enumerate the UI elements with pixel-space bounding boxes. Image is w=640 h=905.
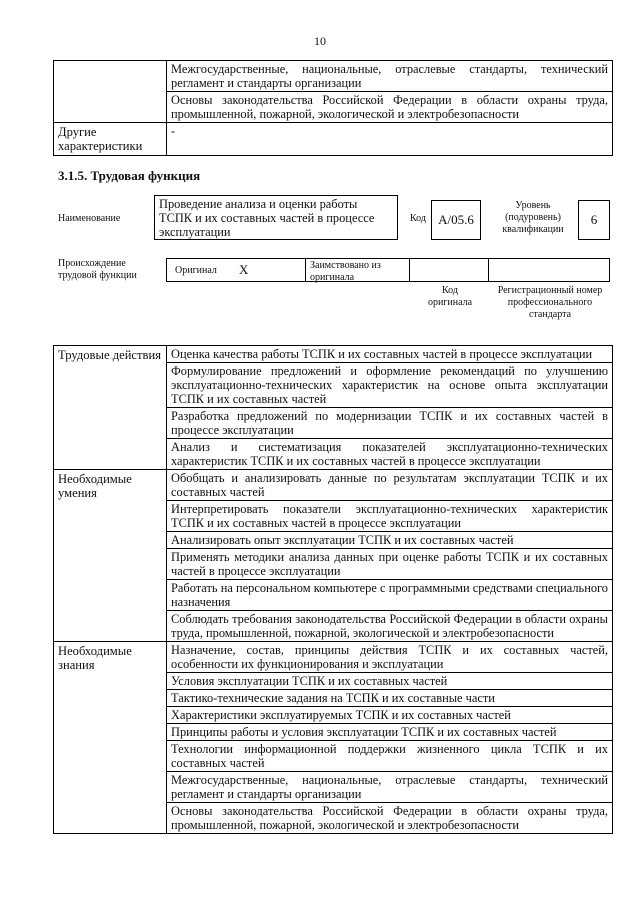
group-label: Необходимые знания	[54, 642, 167, 834]
table-cell: Основы законодательства Российской Федерации в области охраны труда, промышленной, пожарной, экологической и электробезопасности	[167, 803, 613, 834]
level-box	[578, 200, 610, 240]
original-cell	[166, 258, 306, 282]
original-label: Оригинал	[175, 265, 217, 276]
table-cell: Характеристики эксплуатируемых ТСПК и их составных частей	[167, 707, 613, 724]
reg-number-caption: Регистрационный номер профессионального стандарта	[497, 285, 603, 320]
main-table	[53, 345, 613, 834]
code-box	[431, 200, 481, 240]
top-table	[53, 60, 613, 156]
table-cell: Анализ и систематизация показателей эксплуатационно-технических характеристик ТСПК и их составных частей в процессе эксплуатации	[167, 439, 613, 470]
table-cell: Межгосударственные, национальные, отраслевые стандарты, технический регламент и стандарты организации	[167, 772, 613, 803]
level-value: 6	[590, 212, 598, 227]
table-cell: Разработка предложений по модернизации ТСПК и их составных частей в процессе эксплуатации	[167, 408, 613, 439]
section-title: 3.1.5. Трудовая функция	[58, 168, 201, 183]
origin-code-caption: Код оригинала	[427, 285, 473, 308]
function-name: Проведение анализа и оценки работы ТСПК и их составных частей в процессе эксплуатации	[159, 197, 375, 239]
origin-code-cell	[409, 258, 489, 282]
group-label	[54, 61, 167, 123]
table-cell: Принципы работы и условия эксплуатации ТСПК и их составных частей	[167, 724, 613, 741]
borrowed-cell	[305, 258, 410, 282]
table-cell: Применять методики анализа данных при оценке работы ТСПК и их составных частей в процессе эксплуатации	[167, 549, 613, 580]
page-number: 10	[314, 34, 326, 48]
table-row	[54, 470, 613, 501]
table-cell: Межгосударственные, национальные, отраслевые стандарты, технический регламент и стандарты организации	[167, 61, 613, 92]
table-cell: Интерпретировать показатели эксплуатационно-технических характеристик ТСПК и их составных частей в процессе эксплуатации	[167, 501, 613, 532]
table-cell: Условия эксплуатации ТСПК и их составных частей	[167, 673, 613, 690]
table-cell: Анализировать опыт эксплуатации ТСПК и их составных частей	[167, 532, 613, 549]
table-cell: Оценка качества работы ТСПК и их составных частей в процессе эксплуатации	[167, 346, 613, 363]
group-label: Необходимые умения	[54, 470, 167, 642]
table-row	[54, 346, 613, 363]
table-cell: -	[167, 123, 613, 156]
group-label: Трудовые действия	[54, 346, 167, 470]
table-cell: Соблюдать требования законодательства Российской Федерации в области охраны труда, промышленной, пожарной, экологической и электробезопасности	[167, 611, 613, 642]
code-label: Код	[410, 213, 426, 224]
level-label: Уровень (подуровень) квалификации	[502, 200, 564, 235]
original-mark: X	[239, 262, 249, 277]
table-cell: Назначение, состав, принципы действия ТСПК и их составных частей, особенности их функционирования и эксплуатации	[167, 642, 613, 673]
reg-number-cell	[488, 258, 610, 282]
table-row	[54, 61, 613, 92]
table-cell: Тактико-технические задания на ТСПК и их составные части	[167, 690, 613, 707]
table-cell: Обобщать и анализировать данные по результатам эксплуатации ТСПК и их составных частей	[167, 470, 613, 501]
table-cell: Основы законодательства Российской Федерации в области охраны труда, промышленной, пожарной, экологической и электробезопасности	[167, 92, 613, 123]
borrowed-label: Заимствовано из оригинала	[310, 260, 381, 283]
code-value: A/05.6	[438, 212, 474, 227]
name-label: Наименование	[58, 213, 121, 224]
table-row	[54, 642, 613, 673]
function-name-box	[154, 195, 398, 240]
table-cell: Формулирование предложений и оформление рекомендаций по улучшению эксплуатационно-технических характеристик на основе опыта эксплуатации ТСПК и их составных частей	[167, 363, 613, 408]
table-cell: Работать на персональном компьютере с программными средствами специального назначения	[167, 580, 613, 611]
table-cell: Технологии информационной поддержки жизненного цикла ТСПК и их составных частей	[167, 741, 613, 772]
group-label: Другие характеристики	[54, 123, 167, 156]
origin-label: Происхождение трудовой функции	[58, 258, 137, 281]
table-row	[54, 123, 613, 156]
